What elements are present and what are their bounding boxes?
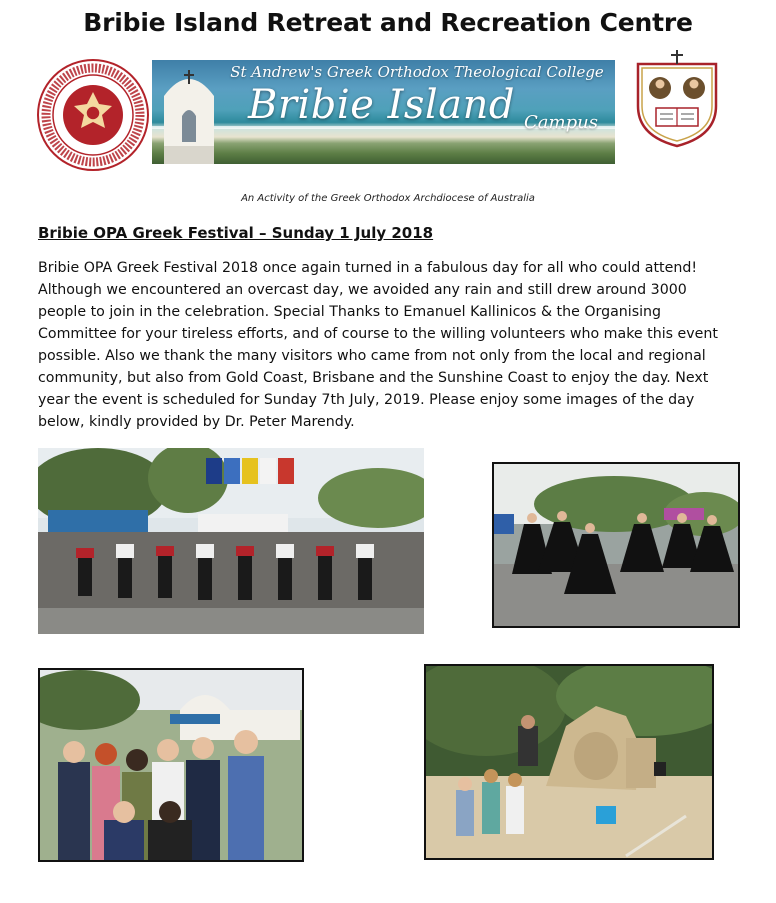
archdiocese-seal	[36, 58, 150, 172]
page-title: Bribie Island Retreat and Recreation Centre	[83, 8, 693, 37]
photo-volunteer-group	[38, 668, 304, 862]
campus-banner	[152, 60, 615, 164]
photo-festival-dancers	[38, 448, 424, 634]
chapel-icon	[160, 66, 218, 164]
photo-dancers-black	[492, 462, 740, 628]
banner-campus-title: Bribie Island	[248, 82, 515, 128]
banner-college-name: St Andrew's Greek Orthodox Theological College	[230, 63, 604, 81]
banner-campus-label: Campus	[524, 112, 598, 133]
article-body: Bribie OPA Greek Festival 2018 once again turned in a fabulous day for all who could attend! Although we encountered an overcast day, we avoided any rain and still drew around 3000 people to join in the celebration. Special Thanks to Emanuel Kallinicos & the Organising Committee for your tireless efforts, and of course to the willing volunteers who make this event possible. Also we thank the many visitors who came from not only from the local and regional community, but also from Gold Coast, Brisbane and the Sunshine Coast to enjoy the day. Next year the event is scheduled for Sunday 7th July, 2019. Please enjoy some images of the day below, kindly provided by Dr. Peter Marendy.	[38, 260, 718, 430]
article-heading: Bribie OPA Greek Festival – Sunday 1 July 2018	[38, 224, 434, 242]
college-crest	[632, 50, 722, 148]
photo-sand-sculpture	[424, 664, 714, 860]
archdiocese-subtitle: An Activity of the Greek Orthodox Archdiocese of Australia	[241, 193, 535, 204]
